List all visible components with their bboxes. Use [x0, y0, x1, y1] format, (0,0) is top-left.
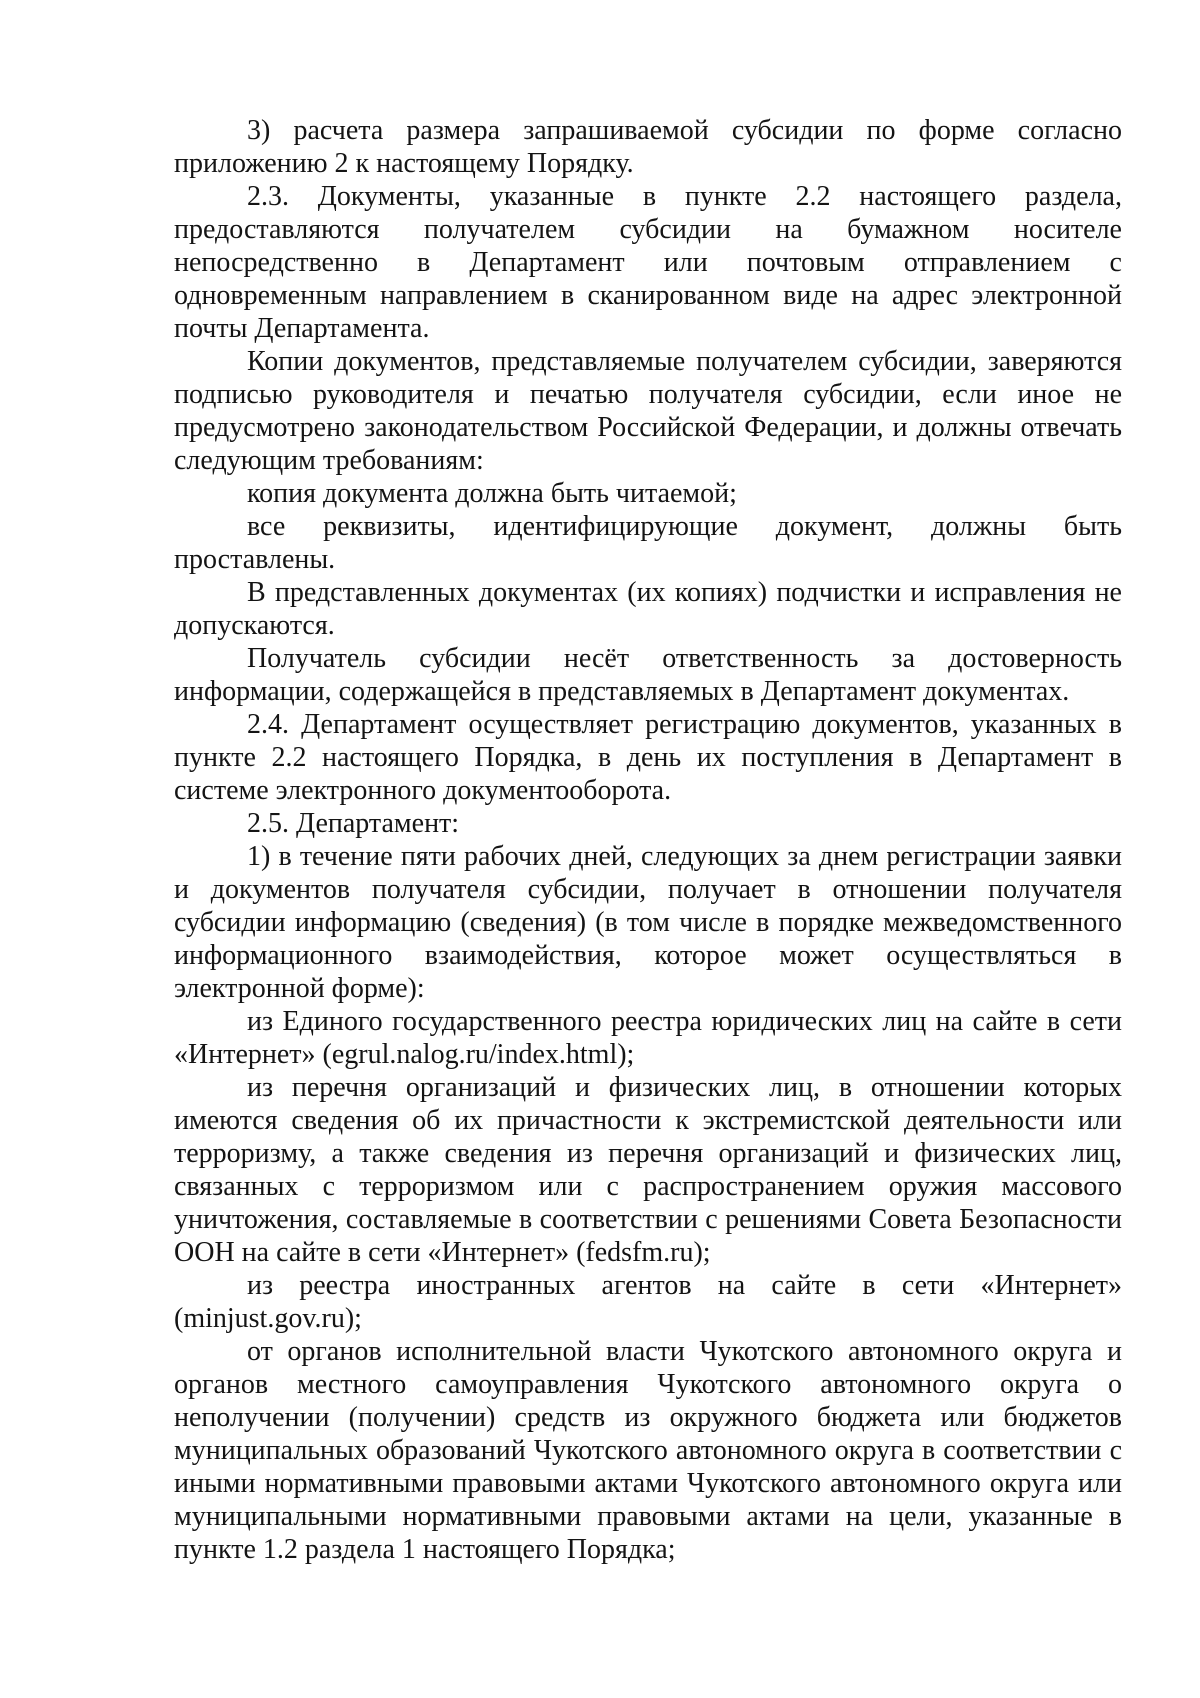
paragraph-requisites: все реквизиты, идентифицирующие документ, должны быть проставлены. [174, 511, 1122, 575]
document-page [174, 114, 1122, 1566]
paragraph-copies-requirements: Копии документов, представляемые получателем субсидии, заверяются подписью руководителя и печатью получателя субсидии, если иное не предусмотрено законодательством Российской Федерации, и должны отвечать следующим требованиям: [174, 346, 1122, 476]
paragraph-copy-readable: копия документа должна быть читаемой; [247, 478, 737, 509]
paragraph-2-4: 2.4. Департамент осуществляет регистрацию документов, указанных в пункте 2.2 настоящего Порядка, в день их поступления в Департамент в системе электронного документооборота. [174, 709, 1122, 806]
paragraph-item-3-calculation: 3) расчета размера запрашиваемой субсидии по форме согласно приложению 2 к настоящему Порядку. [174, 115, 1122, 179]
paragraph-responsibility: Получатель субсидии несёт ответственность за достоверность информации, содержащейся в представляемых в Департамент документах. [174, 643, 1122, 707]
paragraph-minjust: из реестра иностранных агентов на сайте в сети «Интернет» (minjust.gov.ru); [174, 1270, 1122, 1334]
paragraph-no-corrections: В представленных документах (их копиях) подчистки и исправления не допускаются. [174, 577, 1122, 641]
paragraph-authorities: от органов исполнительной власти Чукотского автономного округа и органов местного самоуправления Чукотского автономного округа о неполучении (получении) средств из окружного бюджета или бюджетов муниципальных образований Чукотского автономного округа в соответствии с иными нормативными правовыми актами Чукотского автономного округа или муниципальными нормативными правовыми актами на цели, указанные в пункте 1.2 раздела 1 настоящего Порядка; [174, 1336, 1122, 1565]
paragraph-2-3: 2.3. Документы, указанные в пункте 2.2 настоящего раздела, предоставляются получателем субсидии на бумажном носителе непосредственно в Департамент или почтовым отправлением с одновременным направлением в сканированном виде на адрес электронной почты Департамента. [174, 181, 1122, 344]
paragraph-2-5-item-1: 1) в течение пяти рабочих дней, следующих за днем регистрации заявки и документов получателя субсидии, получает в отношении получателя субсидии информацию (сведения) (в том числе в порядке межведомственного информационного взаимодействия, которое может осуществляться в электронной форме): [174, 841, 1122, 1004]
paragraph-egrul: из Единого государственного реестра юридических лиц на сайте в сети «Интернет» (egrul.nalog.ru/index.html); [174, 1006, 1122, 1070]
paragraph-fedsfm: из перечня организаций и физических лиц, в отношении которых имеются сведения об их причастности к экстремистской деятельности или терроризму, а также сведения из перечня организаций и физических лиц, связанных с терроризмом или с распространением оружия массового уничтожения, составляемые в соответствии с решениями Совета Безопасности ООН на сайте в сети «Интернет» (fedsfm.ru); [174, 1072, 1122, 1268]
paragraph-2-5: 2.5. Департамент: [247, 808, 460, 839]
